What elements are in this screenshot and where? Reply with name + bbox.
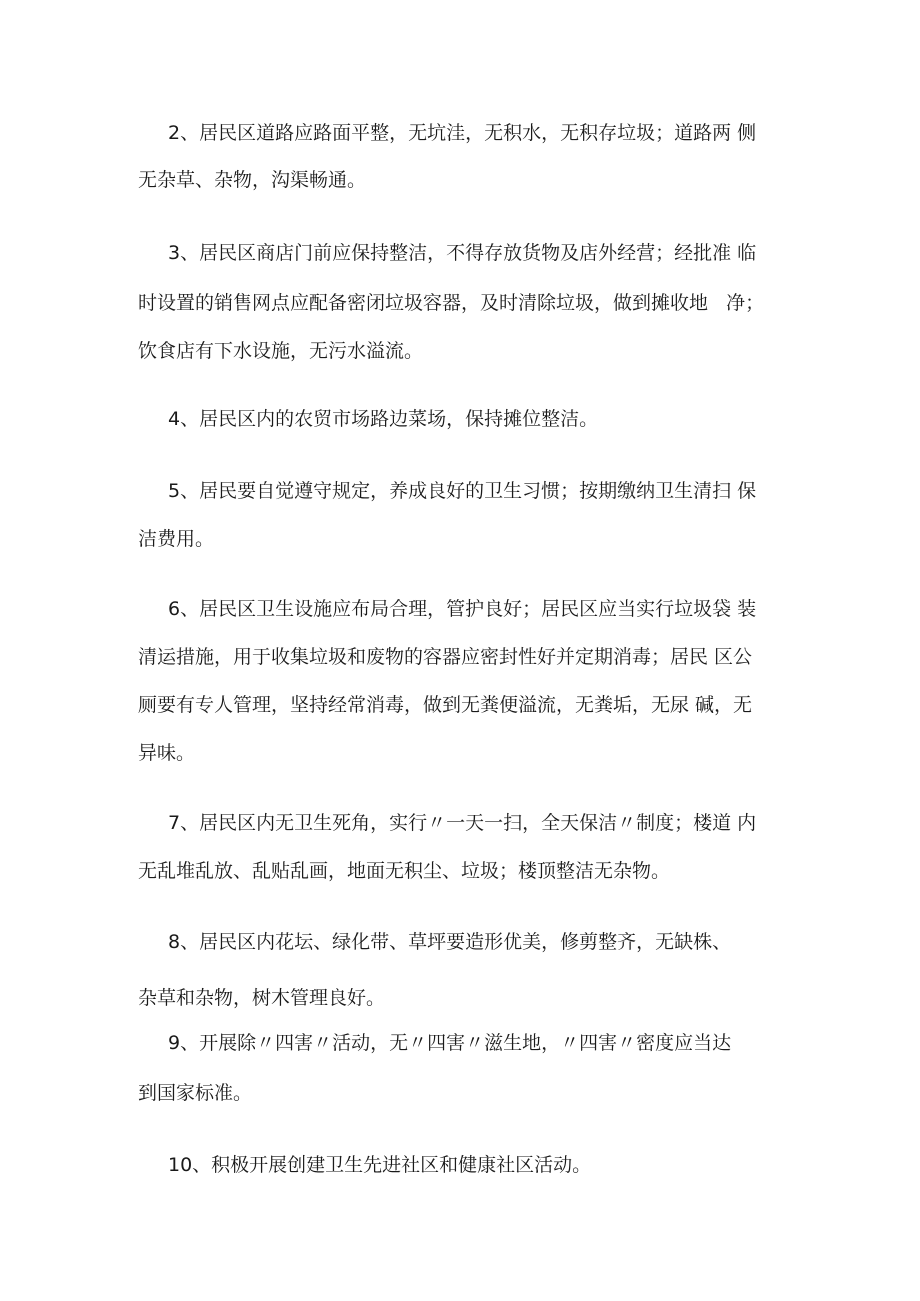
paragraph-2-line-2: 无杂草、杂物，沟渠畅通。	[138, 169, 367, 191]
paragraph-3-line-3: 饮食店有下水设施，无污水溢流。	[138, 340, 424, 362]
paragraph-9-line-2: 到国家标准。	[138, 1082, 253, 1104]
paragraph-4-line-1: 4、居民区内的农贸市场路边菜场，保持摊位整洁。	[168, 408, 599, 430]
paragraph-6-line-3: 厕要有专人管理，坚持经常消毒，做到无粪便溢流，无粪垢，无尿 碱，无	[138, 694, 753, 716]
paragraph-6-line-4: 异味。	[138, 742, 196, 764]
paragraph-8-line-1: 8、居民区内花坛、绿化带、草坪要造形优美，修剪整齐，无缺株、	[168, 931, 732, 953]
paragraph-8-line-2: 杂草和杂物，树木管理良好。	[138, 987, 386, 1009]
paragraph-5-line-1: 5、居民要自觉遵守规定，养成良好的卫生习惯；按期缴纳卫生清扫 保	[168, 480, 757, 502]
paragraph-6-line-2: 清运措施，用于收集垃圾和废物的容器应密封性好并定期消毒；居民 区公	[138, 646, 753, 668]
paragraph-6-line-1: 6、居民区卫生设施应布局合理，管护良好；居民区应当实行垃圾袋 装	[168, 598, 757, 620]
paragraph-5-line-2: 洁费用。	[138, 528, 215, 550]
paragraph-3-line-2: 时设置的销售网点应配备密闭垃圾容器，及时清除垃圾，做到摊收地 净；	[138, 292, 765, 314]
paragraph-7-line-1: 7、居民区内无卫生死角，实行〃一天一扫，全天保洁〃制度；楼道 内	[168, 812, 757, 834]
paragraph-3-line-1: 3、居民区商店门前应保持整洁，不得存放货物及店外经营；经批准 临	[168, 242, 757, 264]
paragraph-2-line-1: 2、居民区道路应路面平整，无坑洼，无积水，无积存垃圾；道路两 侧	[168, 122, 757, 144]
paragraph-9-line-1: 9、开展除〃四害〃活动，无〃四害〃滋生地，〃四害〃密度应当达	[168, 1032, 732, 1054]
paragraph-7-line-2: 无乱堆乱放、乱贴乱画，地面无积尘、垃圾；楼顶整洁无杂物。	[138, 860, 671, 882]
paragraph-10-line-1: 10、积极开展创建卫生先进社区和健康社区活动。	[168, 1154, 592, 1176]
